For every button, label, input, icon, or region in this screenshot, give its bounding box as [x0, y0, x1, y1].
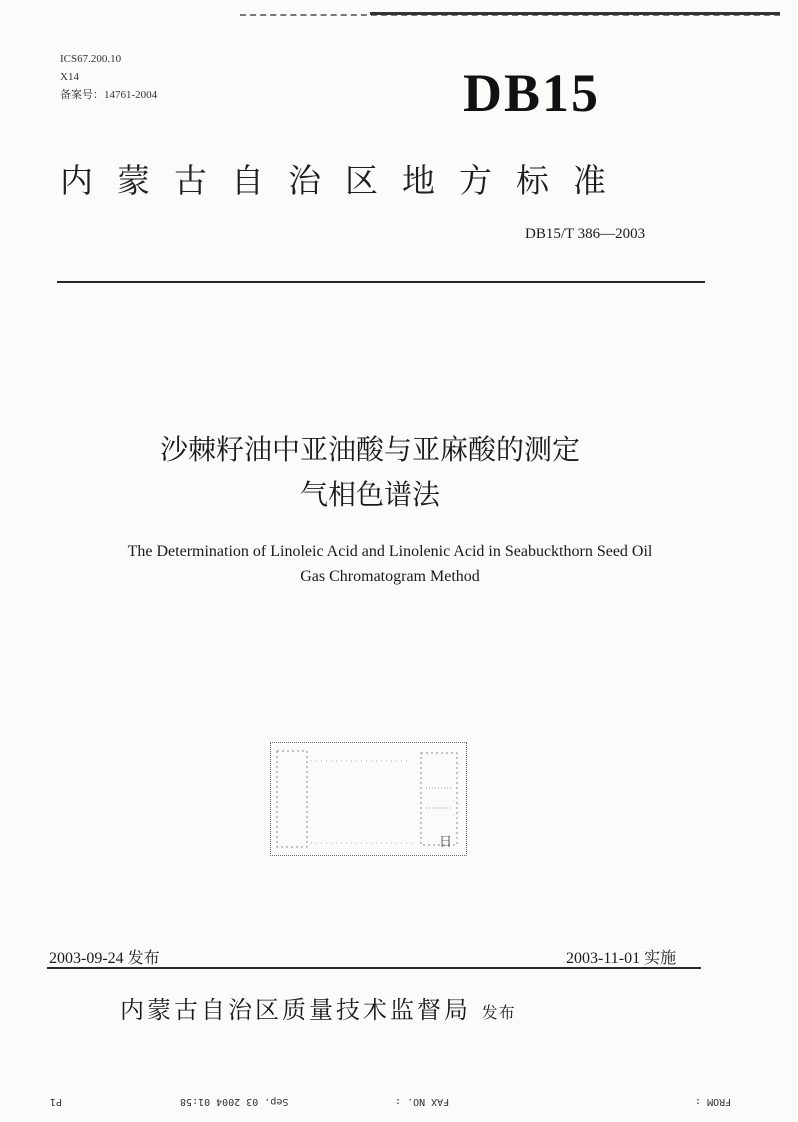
publisher-suffix: 发布 — [481, 1003, 516, 1022]
issue-date: 2003-09-24 发布 — [49, 950, 160, 967]
standard-code: DB15/T 386—2003 — [525, 226, 646, 242]
record-number: 备案号：14761-2004 — [60, 89, 158, 101]
stamp-texture — [271, 743, 466, 855]
fax-number: FAX NO. : — [395, 1096, 450, 1107]
header-divider — [57, 281, 705, 283]
title-en-line1: The Determination of Linoleic Acid and Linolenic Acid in Seabuckthorn Seed Oil — [127, 543, 653, 560]
standard-title: 内蒙古自治区地方标准 — [60, 161, 630, 200]
publisher-name: 内蒙古自治区质量技术监督局 — [120, 996, 471, 1024]
ics-code: ICS67.200.10 — [60, 53, 122, 65]
top-scan-line-solid — [370, 12, 780, 15]
fax-from: FROM : — [695, 1096, 732, 1107]
publisher — [120, 990, 516, 1025]
title-en-line2: Gas Chromatogram Method — [300, 568, 480, 585]
registration-stamp — [270, 742, 467, 856]
date-divider — [47, 967, 701, 969]
db15-logo: DB15 — [463, 63, 601, 123]
stamp-character: 日 — [439, 835, 453, 850]
title-cn-line2: 气相色谱法 — [299, 478, 440, 511]
category-code: X14 — [60, 71, 79, 83]
effective-date: 2003-11-01 实施 — [566, 950, 677, 967]
title-cn-line1: 沙棘籽油中亚油酸与亚麻酸的测定 — [159, 433, 580, 466]
fax-date: Sep. 03 2004 01:58 — [180, 1096, 289, 1107]
fax-page: P1 — [50, 1096, 63, 1107]
